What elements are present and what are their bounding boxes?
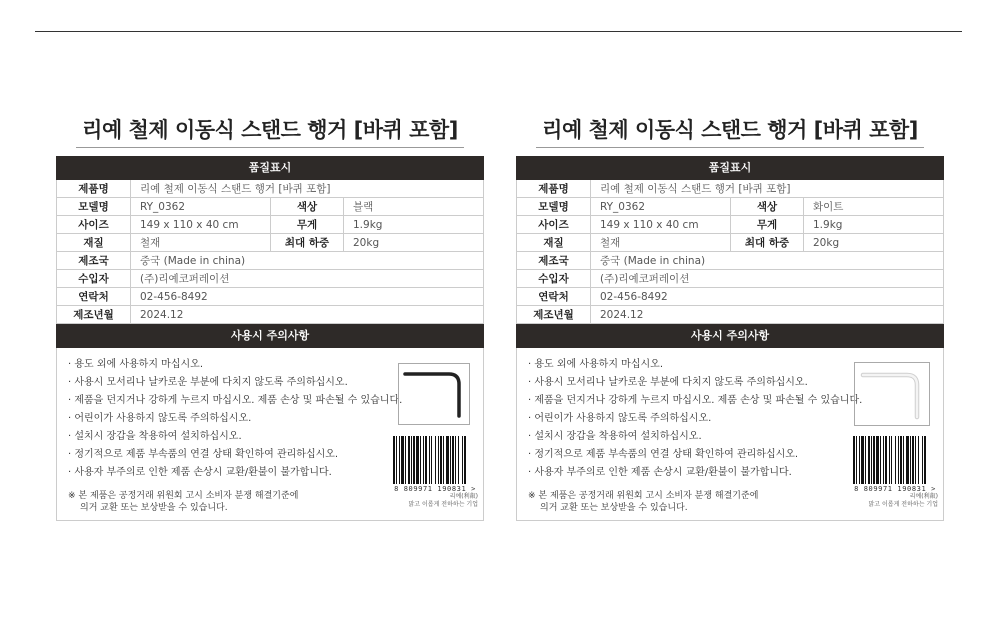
barcode-bar xyxy=(458,436,459,484)
spec-table xyxy=(516,180,944,324)
barcode-bar xyxy=(883,436,884,484)
spec-label: 모델명 xyxy=(517,198,591,216)
spec-row-contact xyxy=(57,288,484,306)
barcode-bar xyxy=(462,436,463,484)
barcode-bar xyxy=(918,436,919,484)
spec-value-color: 화이트 xyxy=(804,198,944,216)
barcode-bar xyxy=(912,436,914,484)
caution-header: 사용시 주의사항 xyxy=(516,324,944,348)
spec-value: 149 x 110 x 40 cm xyxy=(591,216,731,234)
barcode-bar xyxy=(868,436,870,484)
spec-value: 149 x 110 x 40 cm xyxy=(131,216,271,234)
barcode-caption: 리예(利叡) xyxy=(909,493,938,500)
barcode-bar xyxy=(895,436,896,484)
caution-item: · 정기적으로 제품 부속품의 연결 상태 확인하여 관리하십시오. xyxy=(68,449,339,460)
caution-item: · 어린이가 사용하지 않도록 주의하십시오. xyxy=(528,413,712,424)
spec-value: 1.9kg xyxy=(344,216,484,234)
top-divider xyxy=(35,31,962,32)
barcode-bar xyxy=(411,436,412,484)
spec-value: 1.9kg xyxy=(804,216,944,234)
caution-item: · 사용자 부주의로 인한 제품 손상시 교환/환불이 불가합니다. xyxy=(528,467,792,478)
barcode-bar xyxy=(891,436,892,484)
spec-row-size xyxy=(517,216,944,234)
notice-line: ※ 본 제품은 공정거래 위원회 고시 소비자 분쟁 해결기준에 xyxy=(68,491,299,501)
barcode-bar xyxy=(464,436,466,484)
barcode-bar xyxy=(443,436,444,484)
spec-row-model xyxy=(517,198,944,216)
spec-value: 2024.12 xyxy=(131,306,484,324)
barcode-caption: 리예(利叡) xyxy=(449,493,478,500)
spec-label: 제조국 xyxy=(57,252,131,270)
barcode-bar xyxy=(861,436,864,484)
caution-header: 사용시 주의사항 xyxy=(56,324,484,348)
barcode-bar xyxy=(900,436,902,484)
spec-value: RY_0362 xyxy=(131,198,271,216)
spec-label: 사이즈 xyxy=(517,216,591,234)
caution-item: · 제품을 던지거나 강하게 누르지 마십시오. 제품 손상 및 파손될 수 있습니다. xyxy=(528,395,863,406)
spec-label: 연락처 xyxy=(57,288,131,306)
spec-value: 20kg xyxy=(344,234,484,252)
barcode-bar xyxy=(408,436,410,484)
spec-value: 중국 (Made in china) xyxy=(591,252,944,270)
barcode-bar xyxy=(416,436,419,484)
barcode-caption: 맑고 이롭게 전하하는 기업 xyxy=(868,501,938,508)
barcode xyxy=(392,436,478,509)
spec-row-material xyxy=(517,234,944,252)
spec-label: 최대 하중 xyxy=(731,234,804,252)
barcode-bar xyxy=(865,436,866,484)
spec-value: (주)리예코퍼레이션 xyxy=(591,270,944,288)
notice-line: 의거 교환 또는 보상받을 수 있습니다. xyxy=(80,503,228,513)
spec-label: 제품명 xyxy=(57,180,131,198)
barcode-digits: 8 809971 190831 > xyxy=(854,485,936,493)
barcode-bar xyxy=(399,436,400,484)
barcode-bar xyxy=(922,436,923,484)
notice-line: ※ 본 제품은 공정거래 위원회 고시 소비자 분쟁 해결기준에 xyxy=(528,491,759,501)
barcode-bar xyxy=(423,436,424,484)
caution-item: · 용도 외에 사용하지 마십시오. xyxy=(528,359,663,370)
spec-row-product-name xyxy=(517,180,944,198)
spec-value: RY_0362 xyxy=(591,198,731,216)
caution-item: · 설치시 장갑을 착용하여 설치하십시오. xyxy=(68,431,242,442)
barcode-bar xyxy=(401,436,404,484)
barcode-bar xyxy=(450,436,451,484)
barcode-bar xyxy=(859,436,860,484)
barcode-bar xyxy=(435,436,436,484)
barcode-caption: 맑고 이롭게 전하하는 기업 xyxy=(408,501,478,508)
barcode-digits: 8 809971 190831 > xyxy=(394,485,476,493)
spec-value: 철재 xyxy=(131,234,271,252)
caution-box xyxy=(516,348,944,521)
spec-label: 제조년월 xyxy=(57,306,131,324)
spec-value-color: 블랙 xyxy=(344,198,484,216)
barcode-bar xyxy=(915,436,916,484)
barcode-bar xyxy=(924,436,926,484)
barcode-bars xyxy=(852,436,928,484)
spec-row-product-name xyxy=(57,180,484,198)
barcode-bar xyxy=(910,436,911,484)
barcode-bars xyxy=(392,436,468,484)
spec-label: 제조국 xyxy=(517,252,591,270)
spec-row-contact xyxy=(517,288,944,306)
barcode-bar xyxy=(889,436,890,484)
spec-label: 모델명 xyxy=(57,198,131,216)
spec-row-manufactured xyxy=(517,306,944,324)
barcode-bar xyxy=(856,436,857,484)
caution-item: · 용도 외에 사용하지 마십시오. xyxy=(68,359,203,370)
barcode-bar xyxy=(903,436,904,484)
barcode-bar xyxy=(396,436,397,484)
caution-item: · 정기적으로 제품 부속품의 연결 상태 확인하여 관리하십시오. xyxy=(528,449,799,460)
spec-label: 무게 xyxy=(271,216,344,234)
barcode-bar xyxy=(431,436,432,484)
barcode-bar xyxy=(393,436,395,484)
caution-item: · 사용시 모서리나 날카로운 부분에 다치지 않도록 주의하십시오. xyxy=(528,377,808,388)
caution-box xyxy=(56,348,484,521)
spec-row-importer xyxy=(517,270,944,288)
spec-label: 색상 xyxy=(271,198,344,216)
caution-item: · 사용자 부주의로 인한 제품 손상시 교환/환불이 불가합니다. xyxy=(68,467,332,478)
barcode-bar xyxy=(885,436,887,484)
notice-line: 의거 교환 또는 보상받을 수 있습니다. xyxy=(540,503,688,513)
spec-label: 제품명 xyxy=(517,180,591,198)
barcode-bar xyxy=(906,436,909,484)
label-card-white xyxy=(516,113,944,521)
spec-row-material xyxy=(57,234,484,252)
spec-value: (주)리예코퍼레이션 xyxy=(131,270,484,288)
barcode-bar xyxy=(853,436,855,484)
spec-value: 2024.12 xyxy=(591,306,944,324)
spec-label: 사이즈 xyxy=(57,216,131,234)
spec-label: 제조년월 xyxy=(517,306,591,324)
barcode-bar xyxy=(429,436,430,484)
barcode-bar xyxy=(455,436,456,484)
quality-header: 품질표시 xyxy=(56,156,484,180)
barcode-bar xyxy=(873,436,875,484)
barcode xyxy=(852,436,938,509)
label-title: 리예 철제 이동식 스탠드 행거 [바퀴 포함] xyxy=(536,113,924,148)
spec-row-origin xyxy=(57,252,484,270)
spec-value: 리예 철제 이동식 스탠드 행거 [바퀴 포함] xyxy=(591,180,944,198)
caution-list xyxy=(68,356,402,482)
quality-header: 품질표시 xyxy=(516,156,944,180)
caution-item: · 사용시 모서리나 날카로운 부분에 다치지 않도록 주의하십시오. xyxy=(68,377,348,388)
barcode-bar xyxy=(440,436,442,484)
spec-value: 철재 xyxy=(591,234,731,252)
caution-item: · 어린이가 사용하지 않도록 주의하십시오. xyxy=(68,413,252,424)
spec-row-manufactured xyxy=(57,306,484,324)
spec-value: 02-456-8492 xyxy=(131,288,484,306)
barcode-bar xyxy=(425,436,427,484)
spec-table xyxy=(56,180,484,324)
barcode-bar xyxy=(452,436,454,484)
spec-row-origin xyxy=(517,252,944,270)
barcode-bar xyxy=(438,436,439,484)
barcode-bar xyxy=(420,436,421,484)
label-title: 리예 철제 이동식 스탠드 행거 [바퀴 포함] xyxy=(76,113,464,148)
spec-value: 중국 (Made in china) xyxy=(131,252,484,270)
white-hanger-icon xyxy=(854,362,930,426)
spec-row-size xyxy=(57,216,484,234)
barcode-bar xyxy=(413,436,415,484)
barcode-bar xyxy=(405,436,406,484)
spec-value: 02-456-8492 xyxy=(591,288,944,306)
barcode-bar xyxy=(876,436,879,484)
caution-item: · 설치시 장갑을 착용하여 설치하십시오. xyxy=(528,431,702,442)
caution-list xyxy=(528,356,862,482)
spec-label: 재질 xyxy=(517,234,591,252)
spec-label: 재질 xyxy=(57,234,131,252)
spec-label: 수입자 xyxy=(517,270,591,288)
spec-label: 최대 하중 xyxy=(271,234,344,252)
spec-label: 연락처 xyxy=(517,288,591,306)
black-hanger-icon xyxy=(398,363,470,425)
spec-row-model xyxy=(57,198,484,216)
label-card-black xyxy=(56,113,484,521)
spec-label: 색상 xyxy=(731,198,804,216)
spec-label: 수입자 xyxy=(57,270,131,288)
spec-row-importer xyxy=(57,270,484,288)
barcode-bar xyxy=(871,436,872,484)
spec-value: 리예 철제 이동식 스탠드 행거 [바퀴 포함] xyxy=(131,180,484,198)
barcode-bar xyxy=(880,436,881,484)
caution-item: · 제품을 던지거나 강하게 누르지 마십시오. 제품 손상 및 파손될 수 있습니다. xyxy=(68,395,403,406)
dispute-notice xyxy=(528,490,758,514)
barcode-bar xyxy=(446,436,449,484)
dispute-notice xyxy=(68,490,298,514)
spec-label: 무게 xyxy=(731,216,804,234)
spec-value: 20kg xyxy=(804,234,944,252)
barcode-bar xyxy=(898,436,899,484)
